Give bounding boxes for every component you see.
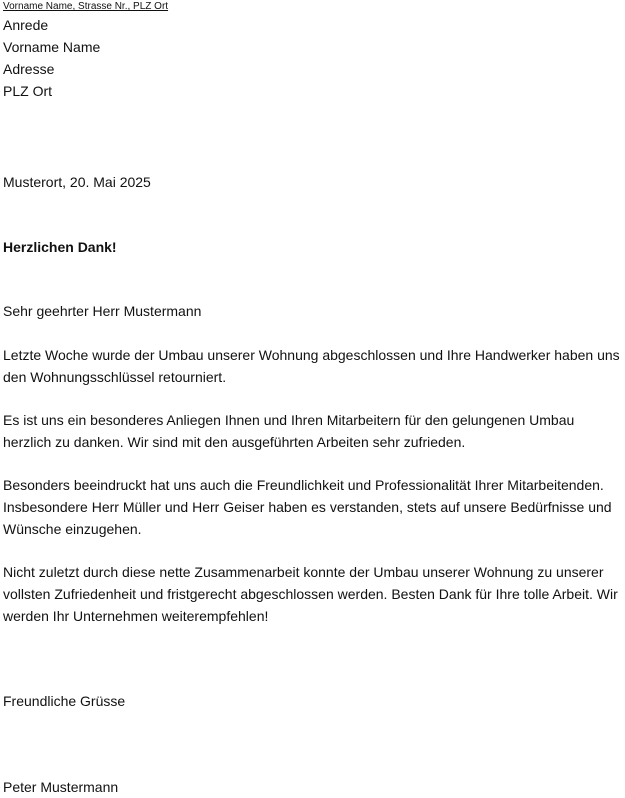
recipient-salutation: Anrede [3, 17, 49, 33]
recipient-name: Vorname Name [3, 39, 101, 55]
recipient-city: PLZ Ort [3, 83, 53, 99]
body-paragraph-1: Letzte Woche wurde der Umbau unserer Wohnung abgeschlossen und Ihre Handwerker haben uns den Wohnungsschlüssel retourniert. [3, 347, 620, 385]
greeting: Sehr geehrter Herr Mustermann [3, 303, 202, 319]
recipient-address: Adresse [3, 61, 55, 77]
body-paragraph-4: Nicht zuletzt durch diese nette Zusammenarbeit konnte der Umbau unserer Wohnung zu unserer vollsten Zufriedenheit und fristgerecht abgeschlossen werden. Besten Dank für Ihre tolle Arbeit. Wir werden Ihr Unternehmen weiterempfehlen! [3, 564, 618, 624]
sender-return-address: Vorname Name, Strasse Nr., PLZ Ort [3, 1, 169, 12]
signature-name: Peter Mustermann [3, 779, 119, 795]
closing: Freundliche Grüsse [3, 693, 126, 709]
body-paragraph-2: Es ist uns ein besonderes Anliegen Ihnen und Ihren Mitarbeitern für den gelungenen Umbau herzlich zu danken. Wir sind mit den ausgeführten Arbeiten sehr zufrieden. [3, 412, 575, 450]
subject-line: Herzlichen Dank! [3, 239, 117, 255]
place-date: Musterort, 20. Mai 2025 [3, 174, 151, 190]
body-paragraph-3: Besonders beeindruckt hat uns auch die Freundlichkeit und Professionalität Ihrer Mitarbeitenden. Insbesondere Herr Müller und Herr Geiser haben es verstanden, stets auf unsere Bedürfnisse und Wünsche einzugehen. [3, 477, 612, 537]
